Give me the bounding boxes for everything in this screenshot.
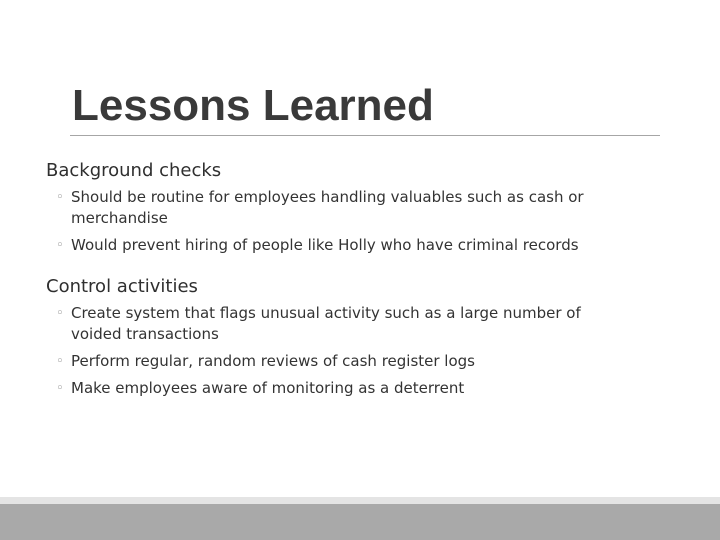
sub-bullet-text: Should be routine for employees handling valuables such as cash or merchandise — [71, 188, 584, 227]
sub-bullet-item — [46, 378, 606, 399]
bullet-circle-icon: ◦ — [56, 381, 64, 396]
title-divider — [70, 135, 660, 136]
sub-bullet-item — [46, 187, 606, 229]
footer-band-light — [0, 497, 720, 504]
sub-bullet-item — [46, 351, 606, 372]
sub-bullet-item — [46, 235, 606, 256]
sub-bullet-text: Perform regular, random reviews of cash register logs — [71, 352, 475, 370]
section-heading: Background checks — [46, 160, 222, 181]
bullet-circle-icon: ◦ — [56, 306, 64, 321]
bullet-circle-icon: ◦ — [56, 190, 64, 205]
sub-bullet-text: Make employees aware of monitoring as a deterrent — [71, 379, 465, 397]
sub-bullet-list — [46, 303, 606, 399]
bullet-circle-icon: ◦ — [56, 238, 64, 253]
sub-bullet-text: Create system that flags unusual activity such as a large number of voided transactions — [71, 304, 581, 343]
sub-bullet-list — [46, 187, 606, 256]
bullet-circle-icon: ◦ — [56, 354, 64, 369]
footer-band — [0, 504, 720, 540]
section-heading: Control activities — [46, 276, 198, 297]
sub-bullet-text: Would prevent hiring of people like Holly who have criminal records — [71, 236, 579, 254]
section-control-activities — [46, 274, 606, 399]
section-background-checks — [46, 158, 606, 256]
slide-body — [46, 158, 606, 405]
sub-bullet-item — [46, 303, 606, 345]
slide-title: Lessons Learned — [72, 81, 434, 130]
